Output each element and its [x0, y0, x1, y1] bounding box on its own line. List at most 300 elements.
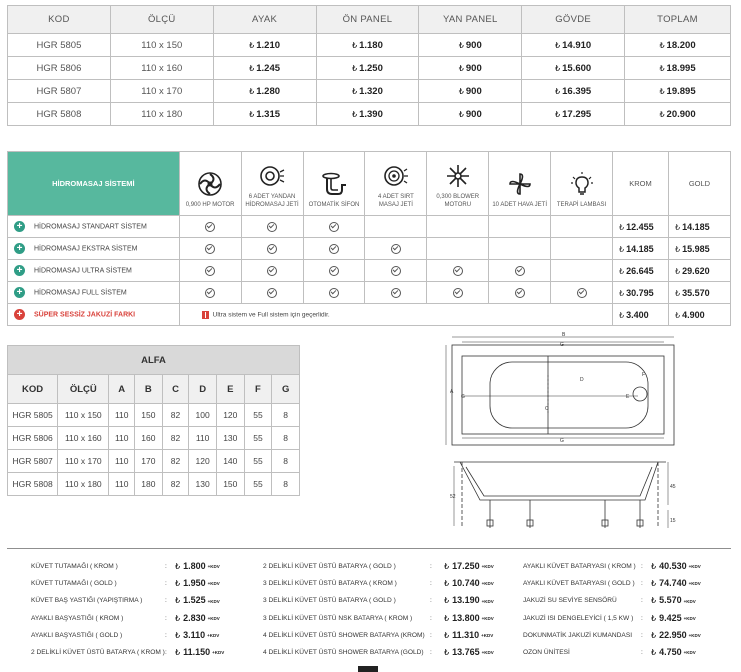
tax-note: +KDV — [688, 564, 701, 570]
price-value: 16.395 — [562, 85, 592, 97]
price-cell-ayak — [213, 103, 316, 126]
check-circle-icon — [577, 288, 587, 298]
hydro-price-gold — [668, 238, 730, 260]
drawing-label-52: 52 — [450, 494, 456, 500]
price-value: 35.570 — [682, 287, 710, 298]
drawing-label-b: B — [562, 332, 566, 338]
feature-check-cell — [551, 238, 613, 260]
accessories-price-list — [7, 548, 731, 667]
alfa-cell: 160 — [135, 427, 163, 450]
alfa-cell: 150 — [135, 404, 163, 427]
drawing-label-d: D — [580, 377, 584, 383]
price-value: 1.315 — [256, 108, 281, 120]
alfa-header-cell: C — [162, 375, 189, 404]
alfa-header-cell: B — [135, 375, 163, 404]
currency-symbol: ₺ — [444, 647, 450, 657]
price-cell-yan-panel — [419, 34, 522, 57]
accessory-name: JAKUZİ ISI DENGELEYİCİ ( 1,5 KW ) — [523, 614, 634, 622]
separator: : — [165, 648, 167, 656]
price-value: 1.210 — [256, 39, 281, 51]
currency-symbol: ₺ — [444, 630, 450, 640]
accessory-column — [31, 559, 235, 662]
alfa-cell: 110 x 180 — [58, 473, 109, 496]
price-value: 17.250 — [452, 561, 480, 571]
accessory-price — [651, 647, 696, 657]
price-value: 1.320 — [359, 85, 383, 97]
feature-hp-motor — [179, 152, 241, 216]
accessory-name: 2 DELİKLİ KÜVET ÜSTÜ BATARYA ( KROM ) — [31, 648, 165, 656]
alfa-cell: 100 — [189, 404, 217, 427]
currency-symbol: ₺ — [651, 630, 657, 640]
feature-check-cell — [303, 216, 365, 238]
feature-label: 6 ADET YANDAN HİDROMASAJ JETİ — [245, 194, 299, 208]
check-circle-icon — [205, 266, 215, 276]
alfa-header-cell: D — [189, 375, 217, 404]
hydro-row — [8, 216, 731, 238]
check-circle-icon — [329, 222, 339, 232]
accessory-price — [651, 613, 696, 623]
feature-back-jet — [365, 152, 427, 216]
currency-symbol: ₺ — [444, 596, 450, 606]
price-row — [8, 80, 731, 103]
alfa-row — [8, 450, 300, 473]
hydro-price-krom — [613, 238, 669, 260]
price-value: 2.830 — [183, 612, 206, 623]
header-toplam: TOPLAM — [625, 6, 731, 34]
accessory-item — [523, 593, 711, 610]
tax-note: +KDV — [207, 598, 220, 604]
check-circle-icon — [267, 288, 277, 298]
tax-note: +KDV — [688, 581, 701, 587]
accessory-name: KÜVET TUTAMAĞI ( GOLD ) — [31, 580, 117, 588]
currency-symbol: ₺ — [175, 579, 181, 589]
tax-note: +KDV — [481, 632, 494, 638]
tax-note: +KDV — [481, 598, 494, 604]
price-cell-on-panel — [316, 34, 419, 57]
accessory-price — [444, 561, 494, 571]
accessory-item — [523, 559, 711, 576]
feature-check-cell — [303, 282, 365, 304]
price-cell-on-panel — [316, 80, 419, 103]
alfa-cell: 110 — [109, 450, 135, 473]
back-jet-icon — [383, 163, 409, 189]
price-row — [8, 34, 731, 57]
light-icon — [569, 171, 595, 197]
alfa-cell: 8 — [272, 473, 300, 496]
feature-check-cell — [489, 260, 551, 282]
feature-air-jet — [489, 152, 551, 216]
accessory-item — [523, 628, 711, 645]
alfa-cell: 110 — [109, 427, 135, 450]
accessory-name: 4 DELİKLİ KÜVET ÜSTÜ SHOWER BATARYA (GOLD) — [263, 648, 424, 656]
feature-check-cell — [365, 238, 427, 260]
price-value: 14.185 — [682, 221, 710, 232]
separator: : — [430, 614, 432, 622]
separator: : — [165, 597, 167, 605]
currency-symbol: ₺ — [619, 310, 625, 320]
currency-symbol: ₺ — [674, 310, 681, 320]
separator: : — [430, 563, 432, 570]
currency-symbol: ₺ — [651, 596, 657, 606]
plus-icon: + — [14, 287, 25, 298]
separator: : — [430, 648, 432, 656]
feature-check-cell — [241, 282, 303, 304]
tax-note: +KDV — [207, 632, 220, 638]
alfa-header-cell: A — [109, 375, 135, 404]
tax-note: +KDV — [207, 615, 220, 621]
accessory-item — [523, 645, 711, 662]
drawing-label-c: C — [545, 406, 549, 412]
header-ayak: AYAK — [213, 6, 316, 34]
price-cell-on-panel — [316, 103, 419, 126]
alfa-row — [8, 473, 300, 496]
price-value: 1.390 — [359, 108, 383, 120]
currency-symbol: ₺ — [249, 86, 255, 96]
price-cell-toplam — [625, 34, 731, 57]
alfa-cell: 82 — [162, 450, 189, 473]
currency-symbol: ₺ — [659, 40, 665, 50]
accessory-price — [444, 578, 494, 588]
currency-symbol: ₺ — [458, 109, 464, 119]
check-circle-icon — [453, 266, 463, 276]
feature-side-jet — [241, 152, 303, 216]
blower-icon — [445, 163, 471, 189]
accessory-item — [523, 576, 711, 593]
separator: : — [165, 614, 167, 622]
air-jet-icon — [507, 171, 533, 197]
tax-note: +KDV — [481, 650, 494, 656]
feature-label: TERAPİ LAMBASI — [556, 202, 607, 208]
price-cell-govde — [522, 103, 625, 126]
feature-label: OTOMATİK SİFON — [308, 202, 360, 208]
alfa-row — [8, 427, 300, 450]
price-value: 9.425 — [659, 612, 682, 623]
feature-siphon — [303, 152, 365, 216]
currency-symbol: ₺ — [619, 266, 625, 276]
price-value: 1.180 — [359, 39, 383, 51]
price-value: 900 — [465, 39, 482, 51]
hydro-header — [8, 152, 731, 216]
alfa-header-cell: ÖLÇÜ — [58, 375, 109, 404]
accessory-price — [651, 630, 701, 640]
feature-check-cell — [241, 260, 303, 282]
check-circle-icon — [515, 288, 525, 298]
super-price-krom — [613, 304, 669, 326]
price-cell-olcu: 110 x 180 — [110, 103, 213, 126]
separator: : — [165, 580, 167, 588]
alfa-cell: 140 — [216, 450, 244, 473]
tax-note: +KDV — [683, 615, 696, 621]
separator: : — [641, 631, 643, 639]
price-value: 18.200 — [666, 39, 696, 51]
alfa-cell: 8 — [272, 404, 300, 427]
alfa-cell: 110 — [189, 427, 217, 450]
price-value: 3.400 — [626, 309, 649, 320]
separator: : — [430, 631, 432, 639]
accessory-name: AYAKLI KÜVET BATARYASI ( GOLD ) — [523, 580, 635, 588]
hydro-price-krom — [613, 260, 669, 282]
price-value: 4.900 — [682, 309, 705, 320]
plus-icon: + — [14, 265, 25, 276]
currency-symbol: ₺ — [555, 40, 561, 50]
accessory-name: AYAKLI BAŞYASTIĞI ( KROM ) — [31, 614, 124, 622]
accessory-item — [31, 576, 235, 593]
accessory-name: KÜVET TUTAMAĞI ( KROM ) — [31, 563, 118, 570]
hydro-row — [8, 260, 731, 282]
alfa-header-cell: KOD — [8, 375, 58, 404]
tax-note: +KDV — [688, 632, 701, 638]
alfa-header-cell: G — [272, 375, 300, 404]
hydro-price-gold — [668, 282, 730, 304]
price-cell-olcu: 110 x 170 — [110, 80, 213, 103]
accessory-price — [651, 595, 696, 605]
tax-note: +KDV — [481, 581, 494, 587]
side-view — [454, 462, 668, 528]
accessory-item — [263, 559, 504, 576]
alfa-cell: 55 — [244, 450, 272, 473]
price-value: 29.620 — [682, 265, 710, 276]
feature-check-cell — [489, 282, 551, 304]
check-circle-icon — [453, 288, 463, 298]
price-value: 900 — [465, 108, 482, 120]
price-value: 1.950 — [183, 578, 206, 589]
currency-symbol: ₺ — [674, 222, 681, 232]
feature-check-cell — [179, 216, 241, 238]
alfa-cell: 170 — [135, 450, 163, 473]
accessory-name: 2 DELİKLİ KÜVET ÜSTÜ BATARYA ( GOLD ) — [263, 563, 396, 570]
price-cell-govde — [522, 57, 625, 80]
hydro-row-label-cell — [8, 260, 180, 282]
alfa-cell: 110 x 160 — [58, 427, 109, 450]
feature-check-cell — [241, 216, 303, 238]
drawing-label-a: A — [450, 389, 454, 395]
tax-note: +KDV — [481, 615, 494, 621]
price-cell-toplam — [625, 103, 731, 126]
alfa-cell: HGR 5807 — [8, 450, 58, 473]
feature-label: 0,900 HP MOTOR — [185, 202, 235, 208]
feature-check-cell — [427, 216, 489, 238]
header-govde: GÖVDE — [522, 6, 625, 34]
accessory-price — [175, 561, 220, 571]
accessory-name: 4 DELİKLİ KÜVET ÜSTÜ SHOWER BATARYA (KROM) — [263, 631, 425, 639]
alfa-cell: 110 — [109, 473, 135, 496]
accessory-item — [31, 628, 235, 645]
feature-check-cell — [551, 260, 613, 282]
accessory-price — [651, 578, 701, 588]
price-table-header — [8, 6, 731, 34]
currency-symbol: ₺ — [352, 63, 358, 73]
price-value: 18.995 — [666, 62, 696, 74]
separator: : — [641, 563, 643, 570]
alfa-cell: 110 — [109, 404, 135, 427]
price-value: 11.310 — [452, 629, 480, 640]
currency-symbol: ₺ — [458, 86, 464, 96]
currency-symbol: ₺ — [249, 40, 255, 50]
feature-label: 10 ADET HAVA JETİ — [492, 202, 548, 208]
alfa-cell: HGR 5805 — [8, 404, 58, 427]
hydro-price-gold — [668, 216, 730, 238]
price-value: 10.740 — [452, 578, 480, 589]
alfa-cell: 8 — [272, 427, 300, 450]
alfa-row — [8, 404, 300, 427]
drawing-label-e: E — [626, 394, 630, 400]
header-olcu: ÖLÇÜ — [110, 6, 213, 34]
tax-note: +KDV — [212, 650, 225, 656]
super-note-cell — [179, 304, 612, 326]
price-value: 13.765 — [452, 646, 480, 657]
price-value: 13.190 — [452, 595, 480, 606]
alfa-cell: 110 x 170 — [58, 450, 109, 473]
price-cell-yan-panel — [419, 57, 522, 80]
price-value: 30.795 — [626, 287, 654, 298]
feature-check-cell — [427, 260, 489, 282]
alfa-cell: 55 — [244, 473, 272, 496]
accessory-item — [31, 611, 235, 628]
feature-label: 4 ADET SIRT MASAJ JETİ — [377, 194, 414, 208]
plus-icon: + — [14, 221, 25, 232]
currency-symbol: ₺ — [444, 579, 450, 589]
check-circle-icon — [515, 266, 525, 276]
check-circle-icon — [205, 288, 215, 298]
feature-light — [551, 152, 613, 216]
currency-symbol: ₺ — [555, 109, 561, 119]
alfa-cell: 8 — [272, 450, 300, 473]
alfa-cell: 130 — [216, 427, 244, 450]
price-cell-toplam — [625, 80, 731, 103]
currency-symbol: ₺ — [659, 86, 665, 96]
currency-symbol: ₺ — [674, 288, 681, 298]
currency-symbol: ₺ — [674, 266, 681, 276]
accessory-item — [523, 611, 711, 628]
currency-symbol: ₺ — [175, 630, 181, 640]
tax-note: +KDV — [207, 564, 220, 570]
price-value: 15.985 — [682, 243, 710, 254]
accessory-price — [444, 613, 494, 623]
tax-note: +KDV — [683, 650, 696, 656]
feature-check-cell — [241, 238, 303, 260]
currency-symbol: ₺ — [249, 109, 255, 119]
hydro-row-label-cell — [8, 238, 180, 260]
accessory-price — [175, 613, 220, 623]
alfa-cell: 120 — [216, 404, 244, 427]
feature-check-cell — [427, 282, 489, 304]
hydro-price-krom — [613, 282, 669, 304]
hydro-row-label: HİDROMASAJ FULL SİSTEM — [34, 289, 127, 297]
currency-symbol: ₺ — [555, 86, 561, 96]
accessory-name: KÜVET BAŞ YASTIĞI (YAPIŞTIRMA ) — [31, 597, 143, 605]
check-circle-icon — [267, 266, 277, 276]
hydro-row — [8, 238, 731, 260]
price-cell-kod: HGR 5808 — [8, 103, 111, 126]
feature-check-cell — [303, 260, 365, 282]
separator: : — [430, 580, 432, 588]
price-value: 1.280 — [256, 85, 281, 97]
price-cell-on-panel — [316, 57, 419, 80]
price-value: 19.895 — [666, 85, 696, 97]
hydro-row-label: HİDROMASAJ STANDART SİSTEM — [34, 223, 147, 231]
price-cell-govde — [522, 34, 625, 57]
price-value: 1.800 — [183, 561, 206, 571]
accessory-name: 3 DELİKLİ KÜVET ÜSTÜ NSK BATARYA ( KROM ) — [263, 614, 413, 622]
price-cell-yan-panel — [419, 103, 522, 126]
hydro-row-label-cell — [8, 216, 180, 238]
price-cell-yan-panel — [419, 80, 522, 103]
price-cell-toplam — [625, 57, 731, 80]
accessory-price — [175, 647, 224, 657]
feature-check-cell — [489, 238, 551, 260]
accessory-name: DOKUNMATİK JAKUZİ KUMANDASI — [523, 631, 633, 639]
currency-symbol: ₺ — [651, 647, 657, 657]
check-circle-icon — [205, 222, 215, 232]
currency-symbol: ₺ — [651, 579, 657, 589]
accessory-price — [175, 578, 220, 588]
accessory-price — [444, 647, 494, 657]
check-circle-icon — [329, 288, 339, 298]
super-label-cell — [8, 304, 180, 326]
check-circle-icon — [205, 244, 215, 254]
super-note: Ultra sistem ve Full sistem için geçerlidir. — [212, 311, 330, 319]
separator: : — [430, 597, 432, 605]
feature-label: 0,300 BLOWER MOTORU — [436, 194, 480, 208]
accessory-price — [444, 595, 494, 605]
drawing-label-15: 15 — [670, 518, 676, 524]
plus-icon: + — [14, 309, 25, 320]
alfa-cell: 120 — [189, 450, 217, 473]
accessory-price — [175, 595, 220, 605]
currency-symbol: ₺ — [444, 562, 450, 571]
alfa-header-cell: E — [216, 375, 244, 404]
alfa-cell: 55 — [244, 404, 272, 427]
price-value: 15.600 — [562, 62, 592, 74]
price-value: 11.150 — [183, 646, 211, 657]
price-value: 40.530 — [659, 561, 687, 571]
check-circle-icon — [267, 244, 277, 254]
accessory-column — [523, 559, 711, 662]
accessory-item — [263, 628, 504, 645]
accessory-price — [651, 561, 701, 571]
header-gold: GOLD — [668, 152, 730, 216]
tax-note: +KDV — [683, 598, 696, 604]
currency-symbol: ₺ — [175, 647, 181, 657]
drawing-label-g2: G — [461, 394, 465, 400]
hydro-table — [7, 151, 731, 326]
currency-symbol: ₺ — [555, 63, 561, 73]
info-flag-icon — [202, 311, 209, 319]
accessory-name: AYAKLI KÜVET BATARYASI ( KROM ) — [523, 563, 636, 570]
accessory-name: AYAKLI BAŞYASTIĞI ( GOLD ) — [31, 631, 123, 639]
separator: : — [165, 563, 167, 570]
currency-symbol: ₺ — [458, 63, 464, 73]
currency-symbol: ₺ — [659, 109, 665, 119]
price-cell-kod: HGR 5805 — [8, 34, 111, 57]
currency-symbol: ₺ — [674, 244, 681, 254]
separator: : — [641, 614, 643, 622]
separator: : — [641, 580, 643, 588]
page-edge-mark — [358, 666, 378, 672]
price-value: 5.570 — [659, 595, 682, 606]
accessory-name: OZON ÜNİTESİ — [523, 648, 570, 656]
price-value: 4.750 — [659, 646, 682, 657]
currency-symbol: ₺ — [249, 63, 255, 73]
alfa-title-row — [8, 346, 300, 375]
super-label: SÜPER SESSİZ JAKUZİ FARKI — [34, 311, 136, 319]
hydro-price-gold — [668, 260, 730, 282]
check-circle-icon — [391, 266, 401, 276]
check-circle-icon — [329, 244, 339, 254]
check-circle-icon — [391, 244, 401, 254]
currency-symbol: ₺ — [352, 109, 358, 119]
top-view — [446, 337, 674, 445]
